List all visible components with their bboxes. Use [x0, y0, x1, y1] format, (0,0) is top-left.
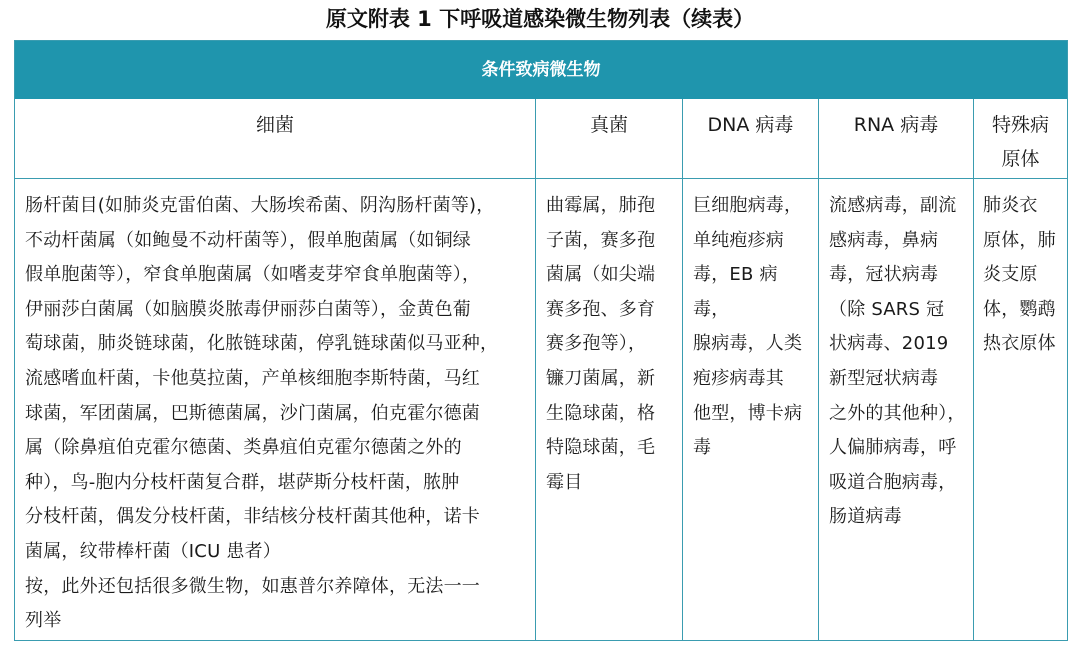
column-fungi [535, 99, 682, 640]
column-bacteria [15, 99, 535, 640]
column-header-bacteria: 细菌 [255, 114, 294, 136]
column-special-pathogens [973, 99, 1067, 640]
column-header-rna-virus: RNA 病毒 [853, 114, 939, 136]
column-rna-virus [818, 99, 973, 640]
column-header-special-pathogens: 特殊病 原体 [991, 114, 1049, 170]
cell-bacteria: 肠杆菌目(如肺炎克雷伯菌、大肠埃希菌、阴沟肠杆菌等)， 不动杆菌属（如鲍曼不动杆菌等），假单胞菌属（如铜绿 假单胞菌等），窄食单胞菌属（如嗜麦芽窄食单胞菌等）， 伊丽莎白菌属（如脑膜炎脓毒伊丽莎白菌等），金黄色葡 萄球菌，肺炎链球菌，化脓链球菌，停乳链球菌似马亚种， 流感嗜血杆菌，卡他莫拉菌，产单核细胞李斯特菌，马红 球菌，军团菌属，巴斯德菌属，沙门菌属，伯克霍尔德菌 属（除鼻疽伯克霍尔德菌、类鼻疽伯克霍尔德菌之外的 种），鸟-胞内分枝杆菌复合群，堪萨斯分枝杆菌，脓肿 分枝杆菌，偶发分枝杆菌，非结核分枝杆菌其他种，诺卡 菌属，纹带棒杆菌（ICU 患者） 按，此外还包括很多微生物，如惠普尔养障体，无法一一 列举 [25, 195, 499, 632]
cell-fungi: 曲霉属，肺孢 子菌，赛多孢 菌属（如尖端 赛多孢、多育 赛多孢等）， 镰刀菌属，新 生隐球菌，格 特隐球菌，毛 霉目 [546, 195, 656, 493]
header-divider [15, 178, 1067, 179]
column-header-fungi: 真菌 [589, 114, 628, 136]
cell-rna-virus: 流感病毒，副流 感病毒，鼻病 毒，冠状病毒 （除 SARS 冠 状病毒、2019 新型冠状病毒 之外的其他种）， 人偏肺病毒，呼 吸道合胞病毒， 肠道病毒 [829, 195, 966, 528]
column-dna-virus [682, 99, 818, 640]
cell-dna-virus: 巨细胞病毒， 单纯疱疹病 毒，EB 病毒， 腺病毒，人类 疱疹病毒其 他型，博卡病 毒 [693, 195, 803, 459]
page-title: 原文附表 1 下呼吸道感染微生物列表（续表） [325, 7, 755, 31]
column-header-dna-virus: DNA 病毒 [707, 114, 794, 136]
cell-special-pathogens: 肺炎衣 原体，肺 炎支原 体，鹦鹉 热衣原体 [983, 195, 1056, 355]
table-banner: 条件致病微生物 [15, 41, 1067, 99]
microbe-table [14, 40, 1068, 641]
